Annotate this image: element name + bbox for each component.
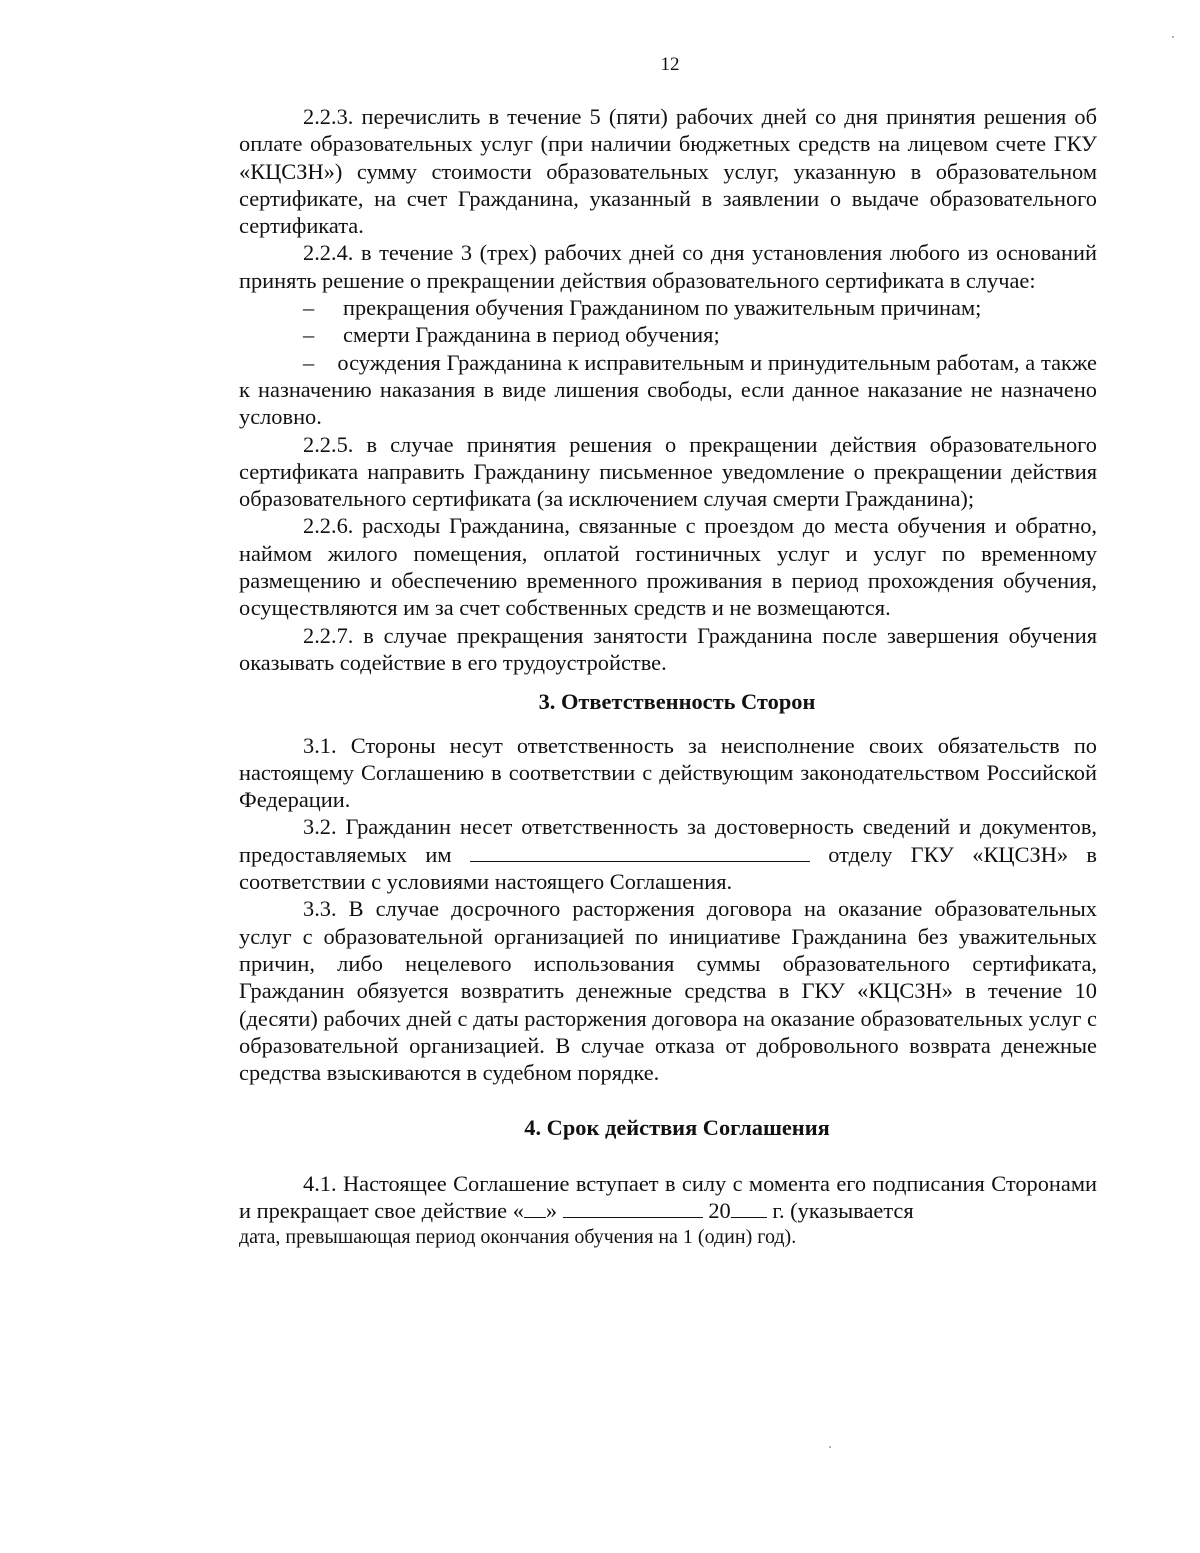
clause-3-2 <box>239 813 1097 895</box>
clause-4-1-text-start: 4.1. Настоящее Соглашение вступает в силу с момента его подписания Сторонами и прекращает свое действие « <box>239 1170 1097 1223</box>
year-blank-field <box>731 1197 767 1218</box>
list-item-text: смерти Гражданина в период обучения; <box>343 322 720 348</box>
month-blank-field <box>563 1197 703 1218</box>
clause-2-2-5: 2.2.5. в случае принятия решения о прекращении действия образовательного сертификата направить Гражданину письменное уведомление о прекращении действия образовательного сертификата (за исключением случая смерти Гражданина); <box>239 431 1097 512</box>
page-number: 12 <box>660 54 680 75</box>
department-blank-field <box>470 841 810 862</box>
list-item <box>239 321 1097 348</box>
clause-4-1-text-end: г. (указывается <box>772 1197 914 1223</box>
clause-3-1: 3.1. Стороны несут ответственность за неисполнение своих обязательств по настоящему Соглашению в соответствии с действующим законодательством Российской Федерации. <box>239 732 1097 813</box>
dash-bullet: – <box>303 295 315 321</box>
clause-2-2-6: 2.2.6. расходы Гражданина, связанные с проездом до места обучения и обратно, наймом жилого помещения, оплатой гостиничных услуг и услуг по временному размещению и обеспечению временного проживания в период прохождения обучения, осуществляются им за счет собственных средств и не возмещаются. <box>239 513 1097 621</box>
list-item <box>239 349 1097 431</box>
section-3-title: 3. Ответственность Сторон <box>538 689 816 715</box>
clause-2-2-3: 2.2.3. перечислить в течение 5 (пяти) рабочих дней со дня принятия решения об оплате образовательных услуг (при наличии бюджетных средств на лицевом счете ГКУ «КЦСЗН») сумму стоимости образовательных услуг, указанную в образовательном сертификате, на счет Гражданина, указанный в заявлении о выдаче образовательного сертификата. <box>239 104 1097 239</box>
clause-4-1-note: дата, превышающая период окончания обучения на 1 (один) год). <box>239 1226 797 1249</box>
document-body <box>239 103 1097 1252</box>
day-blank-field <box>524 1197 546 1218</box>
dash-bullet: – <box>303 349 315 375</box>
year-prefix: 20 <box>708 1197 731 1223</box>
scan-speck <box>1172 36 1174 38</box>
clause-3-2-text-start: 3.2. Гражданин несет ответственность за достоверность сведений и документов, предоставляемых им <box>239 814 1097 867</box>
clause-3-3: 3.3. В случае досрочного расторжения договора на оказание образовательных услуг с образовательной организацией по инициативе Гражданина без уважительных причин, либо нецелевого использования суммы образовательного сертификата, Гражданин обязуется возвратить денежные средства в ГКУ «КЦСЗН» в течение 10 (десяти) рабочих дней с даты расторжения договора на оказание образовательных услуг с образовательной организацией. В случае отказа от добровольного возврата денежные средства взыскиваются в судебном порядке. <box>239 896 1097 1086</box>
clause-2-2-4: 2.2.4. в течение 3 (трех) рабочих дней со дня установления любого из оснований принять решение о прекращении действия образовательного сертификата в случае: <box>239 240 1097 293</box>
clause-4-1-quote-close: » <box>545 1197 558 1223</box>
clause-2-2-7: 2.2.7. в случае прекращения занятости Гражданина после завершения обучения оказывать содействие в его трудоустройстве. <box>239 622 1097 675</box>
list-item <box>239 294 1097 321</box>
dash-bullet: – <box>303 322 315 348</box>
clause-3-2-text-end: отделу ГКУ «КЦСЗН» в соответствии с условиями настоящего Соглашения. <box>239 841 1097 895</box>
clause-4-1 <box>239 1170 1097 1225</box>
list-item-text: осуждения Гражданина к исправительным и принудительным работам, а также к назначению наказания в виде лишения свободы, если данное наказание не назначено условно. <box>239 349 1097 430</box>
list-item-text: прекращения обучения Гражданином по уважительным причинам; <box>343 295 982 321</box>
scan-speck <box>829 1446 831 1448</box>
section-4-title: 4. Срок действия Соглашения <box>524 1115 830 1141</box>
